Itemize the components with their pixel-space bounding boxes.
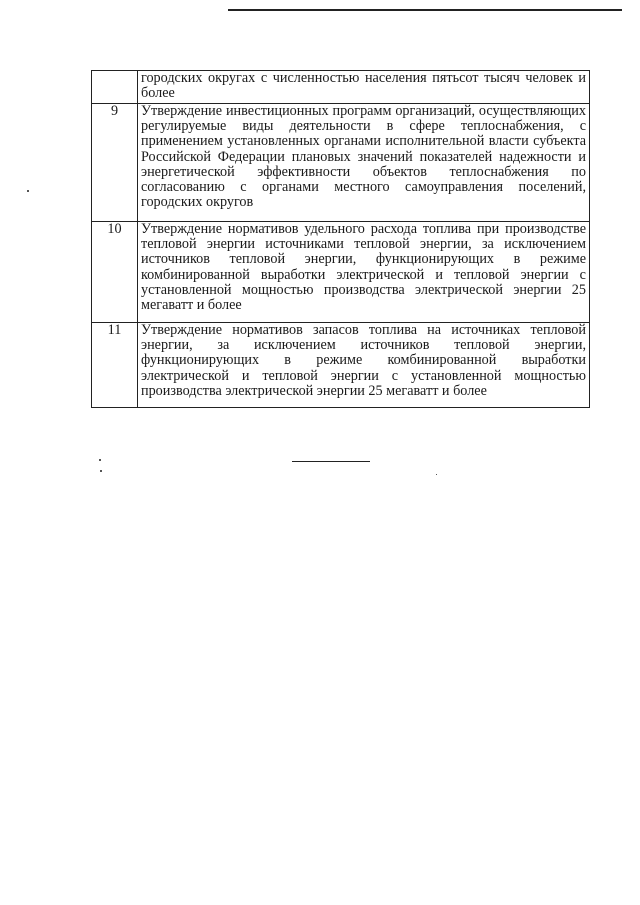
row-number-cell: 10 xyxy=(92,222,138,323)
top-rule xyxy=(228,9,622,11)
table-row xyxy=(92,323,590,408)
row-text-cell: городских округах с численностью населения пятьсот тысяч человек и более xyxy=(138,71,590,104)
row-text-cell: Утверждение нормативов запасов топлива на источниках тепловой энергии, за исключением источников тепловой энергии, функционирующих в режиме комбинированной выработки электрической и тепловой энергии с установленной мощностью производства электрической энергии 25 мегаватт и более xyxy=(138,323,590,408)
row-number-cell xyxy=(92,71,138,104)
table-row xyxy=(92,71,590,104)
table-row xyxy=(92,104,590,222)
closing-separator-line xyxy=(292,461,370,462)
row-text-cell: Утверждение инвестиционных программ организаций, осуществляющих регулируемые виды деятельности в сфере теплоснабжения, с применением установленных органами исполнительной власти субъекта Российской Федерации плановых значений показателей надежности и энергетической эффективности объектов теплоснабжения по согласованию с органами местного самоуправления поселений, городских округов xyxy=(138,104,590,222)
row-text-cell: Утверждение нормативов удельного расхода топлива при производстве тепловой энергии источниками тепловой энергии, за исключением источников тепловой энергии, функционирующих в режиме комбинированной выработки электрической и тепловой энергии с установленной мощностью производства электрической энергии 25 мегаватт и более xyxy=(138,222,590,323)
scan-artifact xyxy=(436,474,437,475)
functions-table xyxy=(91,70,590,408)
scan-artifact xyxy=(100,470,102,472)
scan-artifact xyxy=(99,459,101,461)
row-number-cell: 9 xyxy=(92,104,138,222)
scan-artifact xyxy=(27,190,29,192)
row-number-cell: 11 xyxy=(92,323,138,408)
table-row xyxy=(92,222,590,323)
